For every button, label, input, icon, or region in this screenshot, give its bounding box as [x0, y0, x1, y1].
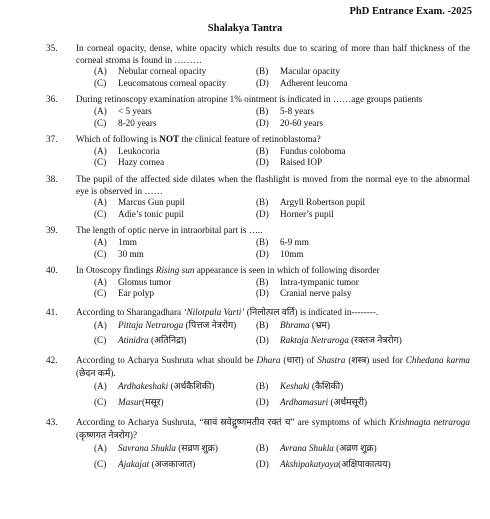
- exam-title: PhD Entrance Exam. -2025: [349, 6, 472, 17]
- option-d[interactable]: (D) Raktaja Netraroga (रक्तज नेत्ररोग): [256, 334, 402, 345]
- options: [94, 146, 470, 169]
- question-number: 38.: [46, 173, 58, 184]
- option-b[interactable]: (B) Avrana Shukla (अव्रण शुक्र): [256, 442, 377, 453]
- question-text: According to Sharangadhara ‘Nilotpala Varti’ (निलोत्पल वर्ति) is indicated in--------.: [76, 306, 379, 317]
- options: [94, 380, 470, 409]
- option-a[interactable]: (A) Ardhakeshaki (अर्धकैशिकी): [94, 380, 215, 391]
- question-text: Which of following is NOT the clinical feature of retinoblastoma?: [76, 134, 321, 145]
- question-text: During retinoscopy examination atropine 1% ointment is indicated in ……age groups patients: [76, 94, 423, 105]
- option-a[interactable]: (A) Nebular corneal opacity: [94, 66, 207, 77]
- option-b[interactable]: (B) 6-9 mm: [256, 236, 309, 247]
- option-b[interactable]: (B) Argyll Robertson pupil: [256, 197, 366, 208]
- option-d[interactable]: (D) Akshipakatyaya(अक्षिपाकात्यय): [256, 458, 391, 469]
- option-c[interactable]: (C) Masur(मसूर): [94, 396, 164, 407]
- option-a[interactable]: (A) Pittaja Netraroga (पित्तज नेत्ररोग): [94, 319, 237, 330]
- option-a[interactable]: (A) Leukocoria: [94, 145, 160, 156]
- question-43: [0, 416, 490, 471]
- options: [94, 66, 470, 89]
- option-b[interactable]: (B) Macular opacity: [256, 66, 340, 77]
- question-36: [0, 94, 490, 129]
- question-number: 41.: [46, 306, 58, 317]
- question-35: [0, 43, 490, 89]
- question-41: [0, 306, 490, 347]
- options: [94, 442, 470, 471]
- option-b[interactable]: (B) Keshaki (कैशिकी): [256, 380, 344, 391]
- option-c[interactable]: (C) 30 mm: [94, 248, 144, 259]
- option-a[interactable]: (A) 1mm: [94, 236, 137, 247]
- options: [94, 319, 470, 347]
- question-number: 40.: [46, 265, 58, 276]
- option-d[interactable]: (D) Horner’s pupil: [256, 208, 334, 219]
- question-text: According to Acharya Sushruta what should be Dhara (धारा) of Shastra (शस्त्र) used for Chhedana karma (छेदन कर्म).: [76, 354, 470, 378]
- question-text: In corneal opacity, dense, white opacity which results due to scaring of more than half thickness of the corneal stroma is found in ………: [76, 43, 470, 65]
- question-number: 39.: [46, 225, 58, 236]
- question-number: 37.: [46, 134, 58, 145]
- question-list: [0, 43, 490, 471]
- options: [94, 197, 470, 220]
- option-d[interactable]: (D) Adherent leucoma: [256, 77, 348, 88]
- option-c[interactable]: (C) Leucomatous corneal opacity: [94, 77, 227, 88]
- option-d[interactable]: (D) Cranial nerve palsy: [256, 288, 352, 299]
- option-b[interactable]: (B) 5-8 years: [256, 105, 314, 116]
- question-number: 35.: [46, 43, 58, 53]
- question-42: [0, 354, 490, 409]
- question-38: [0, 174, 490, 220]
- question-text: In Otoscopy findings Rising sun appearance is seen in which of following disorder: [76, 265, 380, 276]
- options: [94, 237, 470, 260]
- option-a[interactable]: (A) < 5 years: [94, 105, 152, 116]
- option-b[interactable]: (B) Fundus coloboma: [256, 145, 346, 156]
- question-number: 36.: [46, 94, 58, 105]
- question-number: 42.: [46, 354, 58, 365]
- option-b[interactable]: (B) Intra-tympanic tumor: [256, 276, 359, 287]
- option-a[interactable]: (A) Glomus tumor: [94, 276, 172, 287]
- option-d[interactable]: (D) 20-60 years: [256, 117, 324, 128]
- option-d[interactable]: (D) Ardhamasuri (अर्धमसूरी): [256, 396, 368, 407]
- question-text: The pupil of the affected side dilates when the flashlight is moved from the normal eye to the abnormal eye is observed in ……: [76, 173, 470, 196]
- question-37: [0, 134, 490, 169]
- question-text: The length of optic nerve in intraorbital part is …..: [76, 225, 263, 236]
- options: [94, 106, 470, 129]
- option-a[interactable]: (A) Savrana Shukla (सव्रण शुक्र): [94, 442, 218, 453]
- option-a[interactable]: (A) Marcus Gun pupil: [94, 197, 185, 208]
- option-b[interactable]: (B) Bhrama (भ्रम): [256, 319, 330, 330]
- option-d[interactable]: (D) Raised IOP: [256, 157, 323, 168]
- subject-title: Shalakya Tantra: [207, 23, 283, 34]
- options: [94, 277, 470, 300]
- option-c[interactable]: (C) Ear polyp: [94, 288, 154, 299]
- option-c[interactable]: (C) Hazy cornea: [94, 157, 165, 168]
- question-39: [0, 225, 490, 260]
- question-text: According to Acharya Sushruta, “स्रावं स्रवेद्गुष्णमतीव रक्तं च” are symptoms of which Krishnagta netraroga (कृष्णगत नेत्ररोग)?: [76, 416, 470, 440]
- option-c[interactable]: (C) Atinidra (अतिनिद्रा): [94, 334, 187, 345]
- option-c[interactable]: (C) 8-20 years: [94, 117, 157, 128]
- question-40: [0, 265, 490, 300]
- option-c[interactable]: (C) Adie’s tonic pupil: [94, 208, 184, 219]
- option-d[interactable]: (D) 10mm: [256, 248, 304, 259]
- option-c[interactable]: (C) Ajakajat (अजकाजात): [94, 458, 196, 469]
- question-number: 43.: [46, 416, 58, 427]
